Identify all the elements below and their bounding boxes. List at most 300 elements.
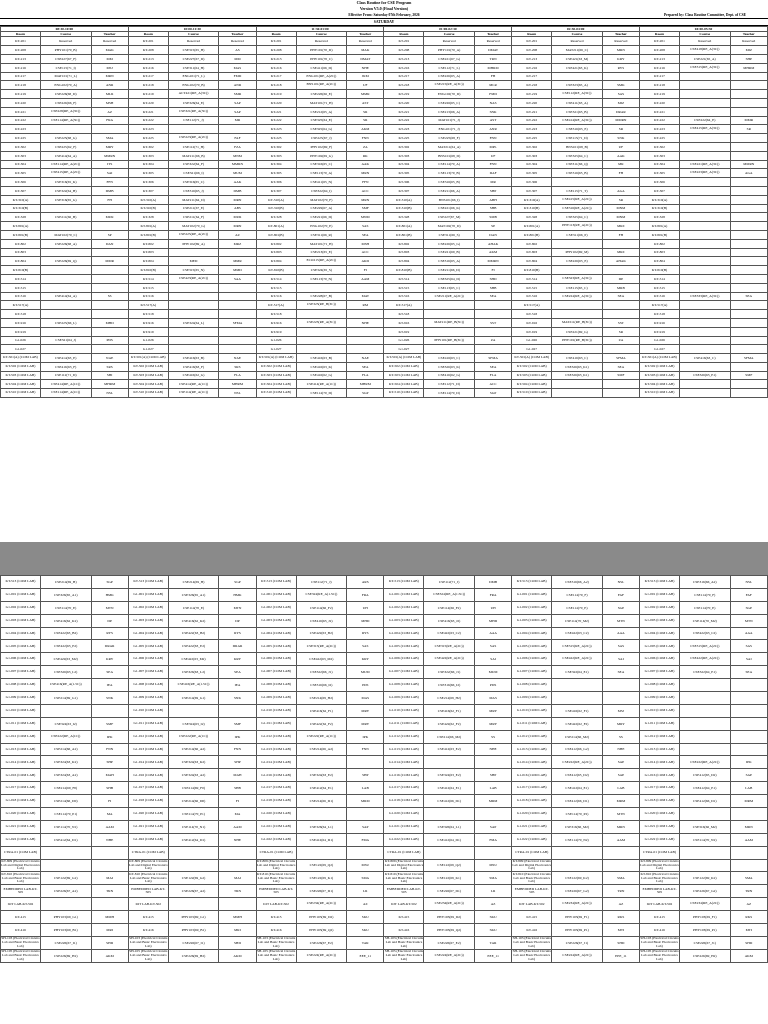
room-cell: KT-220 [256, 98, 296, 107]
course-cell: CSE112(71_L) [424, 63, 475, 72]
teacher-cell: ZA [474, 336, 511, 345]
document-title: Class Routine for CSE Program [356, 0, 412, 5]
teacher-cell: MUR [219, 213, 256, 222]
course-cell [679, 204, 730, 213]
course-cell: CSE412(64_E1) [680, 782, 731, 795]
course-cell [679, 72, 730, 81]
teacher-cell: MSH [347, 239, 384, 248]
room-cell: KT-919 [1, 327, 41, 336]
teacher-cell: SGP [730, 601, 767, 614]
course-cell: Reserved [424, 37, 475, 46]
room-cell: KT-220 [1, 98, 41, 107]
teacher-cell: MRM [474, 795, 511, 808]
teacher-cell: DMB [219, 186, 256, 195]
teacher-cell: NHE [347, 318, 384, 327]
routine-row [1, 178, 768, 187]
teacher-cell [474, 327, 511, 336]
course-cell: CSE224(RE_A(3C)) [552, 292, 603, 301]
routine-row [1, 134, 768, 143]
room-cell: KT-804 [640, 257, 680, 266]
room-cell: G1-008 (COM LAB) [1, 679, 41, 692]
room-cell: G1-018 (COM LAB) [1, 795, 41, 808]
room-cell: KT-310(A) [256, 195, 296, 204]
course-cell: CSE223(RE_A(2C)) [168, 134, 219, 143]
teacher-cell: TRN [730, 885, 767, 898]
teacher-cell: FH [474, 72, 511, 81]
room-cell: KT-216 [512, 63, 552, 72]
course-cell: PHY103(69_G1) [40, 911, 91, 924]
course-cell: CSE324(63_E2) [296, 769, 347, 782]
course-cell [424, 345, 475, 354]
room-cell: G1-001 (COM LAB) [1, 588, 41, 601]
room-cell: KT-504 (COM LAB) [128, 380, 168, 389]
course-cell: CSE316(65_K) [40, 178, 91, 187]
room-cell: KT-213 [128, 55, 168, 64]
course-cell: CSE316(65_E) [552, 125, 603, 134]
room-cell: KT-513 (COM LAB) [384, 576, 424, 589]
teacher-cell: KRY [219, 653, 256, 666]
course-cell: BNS101(68_D) [424, 151, 475, 160]
course-cell: CSE416(RE_A(1.5C)) [168, 679, 219, 692]
teacher-cell: SS [602, 730, 639, 743]
course-cell: CSE421(63_M) [552, 55, 603, 64]
course-cell [424, 846, 475, 859]
teacher-cell: MNM [602, 204, 639, 213]
teacher-cell: SMA [602, 872, 639, 885]
course-cell: CSE112(71_D) [40, 371, 91, 380]
teacher-cell [602, 380, 639, 389]
room-cell: KT-514 [640, 274, 680, 283]
course-cell: PHY103(69_B1) [40, 924, 91, 937]
teacher-cell: IPK [347, 730, 384, 743]
teacher-cell: MMR [219, 257, 256, 266]
course-cell: CSE214(69_H) [40, 576, 91, 589]
room-cell: KT-514 [128, 274, 168, 283]
room-cell: KT-328 [384, 213, 424, 222]
room-cell: KT-809 (Electrical Circuits Lab and Digital Electronics Lab) [640, 859, 679, 871]
teacher-cell: AAA [730, 627, 767, 640]
room-cell: SH-105 (Electrical Circuits Lab and Basic Electronics Lab) [129, 949, 168, 961]
course-cell [552, 679, 603, 692]
routine-row [1, 310, 768, 319]
teacher-cell: MMRN [602, 116, 639, 125]
routine-row [1, 292, 768, 301]
room-cell: KT-222 [384, 116, 424, 125]
teacher-cell [602, 389, 639, 398]
course-cell: CSE211(67_E) [168, 204, 219, 213]
room-cell: KT-218 [512, 81, 552, 90]
room-cell: G1-022 (COM LAB) [256, 833, 296, 846]
room-cell: G1-014 (COM LAB) [1, 756, 41, 769]
teacher-cell: ZA [347, 142, 384, 151]
teacher-cell [730, 230, 767, 239]
teacher-cell: SEA [474, 292, 511, 301]
course-cell: CSE214(69_F0) [40, 782, 91, 795]
room-cell: KT-803 [1, 248, 41, 257]
course-cell [168, 898, 219, 911]
course-cell: CSE114(70_A) [424, 160, 475, 169]
teacher-cell: MA [91, 808, 128, 821]
time-slot-header: 01:00-02:30 [384, 27, 512, 32]
teacher-cell: SHD [474, 274, 511, 283]
teacher-cell: AHAK [474, 239, 511, 248]
course-cell: MAT101(71_H) [296, 98, 347, 107]
teacher-cell: SAS [602, 640, 639, 653]
teacher-cell: AAM [602, 833, 639, 846]
teacher-cell: SEA [730, 292, 767, 301]
teacher-cell: ARS [347, 576, 384, 589]
routine-row [1, 336, 768, 345]
teacher-cell: MRN [219, 222, 256, 231]
room-cell: KT-218 [640, 81, 680, 90]
room-cell: G1-005 (COM LAB) [512, 640, 552, 653]
room-cell: KT-306 [1, 178, 41, 187]
teacher-cell: FZA [219, 142, 256, 151]
room-cell: G1-014 (COM LAB) [256, 756, 296, 769]
room-cell: G1-026 [1, 336, 41, 345]
course-cell [552, 310, 603, 319]
course-cell: CSE416(63_C) [552, 354, 603, 363]
course-cell: CSE412(66_D1) [552, 795, 603, 808]
course-cell: CSE112(71_J) [424, 576, 475, 589]
course-cell [679, 389, 730, 398]
course-cell [552, 239, 603, 248]
course-cell: CSE316(66_A2) [552, 576, 603, 589]
room-cell: KT-222 [512, 116, 552, 125]
course-cell [679, 107, 730, 116]
course-cell: CSE316(65_C) [296, 160, 347, 169]
room-cell: G1-016 (COM LAB) [640, 769, 680, 782]
teacher-cell: SMR [219, 90, 256, 99]
room-cell: CTRA-01 (COM LAB) [1, 846, 41, 859]
teacher-cell: ACC [347, 186, 384, 195]
routine-row [1, 389, 768, 398]
routine-row [1, 55, 768, 64]
teacher-cell: MAH [91, 769, 128, 782]
room-cell: SH-103 (Electrical Circuits Lab and Basic Electronics Lab) [129, 936, 168, 948]
teacher-cell: SFMA [474, 354, 511, 363]
routine-row [1, 116, 768, 125]
course-cell: CSE416(63_J2) [424, 614, 475, 627]
room-cell: G1-005 (COM LAB) [128, 640, 168, 653]
room-cell: KT-504 (COM LAB) [1, 380, 41, 389]
teacher-cell: SAP [219, 107, 256, 116]
course-cell: CSE415(RE_A(2C)) [552, 195, 603, 204]
room-cell: KT-810(B) [512, 266, 552, 275]
teacher-cell [91, 222, 128, 231]
course-cell: CSE326(63_E1) [679, 371, 730, 380]
course-cell: CSE211(66_D) [424, 266, 475, 275]
room-cell: G1-001 (COM LAB) [640, 588, 680, 601]
course-cell: CSE226(65_A) [424, 72, 475, 81]
teacher-cell [730, 389, 767, 398]
room-cell: SH-103 (Electrical Circuits Lab and Basic Electronics Lab) [384, 936, 424, 948]
teacher-cell [730, 679, 767, 692]
routine-row [1, 222, 768, 231]
routine-row [1, 949, 768, 962]
course-cell [424, 310, 475, 319]
course-cell [680, 692, 731, 705]
teacher-cell: NHE [602, 743, 639, 756]
teacher-cell [730, 257, 767, 266]
teacher-cell: ANR [219, 81, 256, 90]
course-cell: CSE416(62_G) [424, 371, 475, 380]
course-cell: CSE323(65_A) [552, 81, 603, 90]
room-cell: KT-514 [512, 274, 552, 283]
room-cell: KT-810 (Electrical Circuits Lab and Basic Electronics Lab) [257, 872, 296, 884]
teacher-cell: MHRM [219, 380, 256, 389]
teacher-cell: KRY [91, 653, 128, 666]
teacher-cell: SAS [474, 640, 511, 653]
course-cell: CSE316(65_B) [552, 169, 603, 178]
course-cell: CSE322(66_J1) [296, 666, 347, 679]
room-cell: KT-218 [384, 81, 424, 90]
course-cell: CSE114(70_F) [552, 588, 603, 601]
routine-row [1, 195, 768, 204]
course-cell: CSE316(65_A) [424, 257, 475, 266]
room-cell: SH-103 (Electrical Circuits Lab and Basic Electronics Lab) [256, 936, 296, 948]
course-cell: CSE311(64_H) [168, 63, 219, 72]
course-cell: CSE422(63_C2) [680, 627, 731, 640]
course-cell: CSE114(70_E) [552, 601, 603, 614]
teacher-cell: SKU [347, 924, 384, 937]
teacher-cell: AST [347, 98, 384, 107]
routine-row [1, 588, 768, 601]
course-cell: CSE422(63_B2) [168, 627, 219, 640]
teacher-cell: MRI [91, 924, 128, 937]
teacher-cell: LAB [730, 782, 767, 795]
room-cell: G1-018 (COM LAB) [128, 795, 168, 808]
course-cell: CSE324(64_L) [168, 318, 219, 327]
course-cell: CSE225(RE_A(2C)) [168, 230, 219, 239]
course-cell [679, 186, 730, 195]
teacher-cell: FH [602, 230, 639, 239]
course-cell: CSE122(69_K1) [296, 872, 347, 885]
room-cell: G1-020 (COM LAB) [128, 808, 168, 821]
room-cell: KT-415 [512, 911, 552, 924]
room-cell: G1-014 (COM LAB) [384, 756, 424, 769]
teacher-cell: SMF [91, 717, 128, 730]
room-cell: KT-916 [384, 318, 424, 327]
room-cell: KT-919 [256, 327, 296, 336]
room-cell: G1-018 (COM LAB) [512, 795, 552, 808]
room-cell: KT-919 [640, 327, 680, 336]
course-cell: CSE114(RE_A(1C)) [168, 389, 219, 398]
room-cell: KT-501(A) (COM LAB) [256, 354, 296, 363]
teacher-cell: SGP [347, 389, 384, 398]
teacher-cell: UF [602, 142, 639, 151]
teacher-cell [91, 204, 128, 213]
course-cell [679, 248, 730, 257]
course-cell: PHY103(69_Q2) [424, 924, 475, 937]
routine-row [1, 81, 768, 90]
room-cell: KT-514 [1, 274, 41, 283]
teacher-cell [219, 310, 256, 319]
course-cell: PHY103(69_P1) [680, 924, 731, 937]
teacher-cell [474, 846, 511, 859]
room-cell: KT-201 [256, 37, 296, 46]
routine-body-2 [1, 576, 768, 963]
room-cell: KT-416 [128, 924, 168, 937]
course-cell: CSE325(64_E) [296, 116, 347, 125]
course-cell: CSE114(70_N1) [168, 820, 219, 833]
room-cell: KT-802 [384, 239, 424, 248]
room-cell: KT-208 [256, 46, 296, 55]
column-header: Room [640, 32, 680, 37]
course-cell: CSE414(64_A) [40, 151, 91, 160]
course-cell: BNS101(68_B) [552, 142, 603, 151]
teacher-cell [219, 327, 256, 336]
teacher-cell: IEA [91, 679, 128, 692]
room-cell: KT-510 (COM LAB) [640, 389, 680, 398]
routine-row [1, 717, 768, 730]
teacher-cell: MIZ [602, 98, 639, 107]
routine-row [1, 653, 768, 666]
teacher-cell [219, 301, 256, 310]
teacher-cell: SAP [602, 756, 639, 769]
course-cell: PHY103(69_D2) [296, 911, 347, 924]
teacher-cell [347, 846, 384, 859]
course-cell: CSE222(RE_A(2C)) [680, 756, 731, 769]
column-header: Room [128, 32, 168, 37]
room-cell: KT-225 [384, 134, 424, 143]
course-cell [679, 98, 730, 107]
teacher-cell: EEE_11 [602, 949, 639, 962]
room-cell: KT-305 [256, 169, 296, 178]
course-cell: CSE227(67_F) [40, 55, 91, 64]
room-cell: KT-501(A) (COM LAB) [1, 354, 41, 363]
course-cell: CSE333(RE_A(3C)) [679, 292, 730, 301]
course-cell: CSE114(70_N1) [40, 820, 91, 833]
routine-row [1, 98, 768, 107]
room-cell: G1-003 (COM LAB) [256, 614, 296, 627]
course-cell: CSE325(64_D) [424, 274, 475, 283]
course-cell: CSE422(63_C2) [424, 627, 475, 640]
room-cell: IOT LAB-KT-502 [1, 898, 41, 911]
course-cell: CSE226(67_D1) [296, 885, 347, 898]
room-cell: KT-510 (COM LAB) [1, 389, 41, 398]
room-cell: SH-103 (Electrical Circuits Lab and Basic Electronics Lab) [640, 936, 679, 948]
room-cell: G1-004 (COM LAB) [384, 627, 424, 640]
course-cell: PHY103(69_B1) [168, 924, 219, 937]
room-cell: KT-802 [128, 239, 168, 248]
teacher-cell: FI [347, 266, 384, 275]
room-cell: G1-001 (COM LAB) [128, 588, 168, 601]
time-slot-header: 10:00-11:30 [128, 27, 256, 32]
room-cell: KT-305 [640, 169, 680, 178]
room-cell: G1-004 (COM LAB) [1, 627, 41, 640]
room-cell: KT-220 [640, 98, 680, 107]
teacher-cell: AKM [474, 248, 511, 257]
course-cell: ACT421(RE_A(3C)) [168, 90, 219, 99]
teacher-cell: NAE [347, 354, 384, 363]
course-cell: CSE316(66_M2) [680, 820, 731, 833]
course-cell: CSE414(RE_A(3C)) [552, 116, 603, 125]
teacher-cell: SRS [219, 362, 256, 371]
course-cell: CSE326(64_L1) [424, 820, 475, 833]
room-cell: KT-517(A) [512, 301, 552, 310]
room-cell: KT-310(B) [384, 204, 424, 213]
routine-row [1, 380, 768, 389]
routine-row [1, 301, 768, 310]
course-cell: CSE322(64_I) [296, 186, 347, 195]
room-cell: KT-504 (COM LAB) [640, 380, 680, 389]
routine-row [1, 743, 768, 756]
routine-row [1, 345, 768, 354]
teacher-cell: MRZ [602, 248, 639, 257]
teacher-cell: FH [602, 169, 639, 178]
teacher-cell: MHD [91, 318, 128, 327]
routine-table-2 [0, 575, 768, 963]
room-cell: KT-303 [512, 151, 552, 160]
room-cell: KT-219 [384, 90, 424, 99]
room-cell: G1-001 (COM LAB) [384, 588, 424, 601]
room-cell: G1-011 (COM LAB) [1, 717, 41, 730]
course-cell: CSE316(66_M2) [552, 820, 603, 833]
teacher-cell: SEA [91, 666, 128, 679]
course-cell: CSE211(RE_A(2C)) [424, 292, 475, 301]
course-cell [40, 283, 91, 292]
room-cell: KT-306 [128, 178, 168, 187]
room-cell: G1-013 (COM LAB) [640, 743, 680, 756]
course-cell: CSE324(63_I2) [168, 717, 219, 730]
teacher-cell [219, 336, 256, 345]
room-cell: G1-008 (COM LAB) [256, 679, 296, 692]
teacher-cell: SHD [602, 936, 639, 949]
routine-row [1, 576, 768, 589]
room-cell: KT-213 [384, 55, 424, 64]
room-cell: G1-007 (COM LAB) [1, 666, 41, 679]
room-cell: KT-219 [1, 90, 41, 99]
course-cell: CSE321(65_B) [552, 107, 603, 116]
teacher-cell: MHRM [91, 380, 128, 389]
room-cell: G1-014 (COM LAB) [640, 756, 680, 769]
room-cell: EMBEDDED LAB-KT-505 [1, 885, 41, 898]
course-cell: CSE223(RE_A(3C)) [296, 318, 347, 327]
course-cell: CSE316(66_I2) [296, 679, 347, 692]
teacher-cell: MMRN [474, 257, 511, 266]
course-cell: CSE226(67_I1) [40, 936, 91, 949]
teacher-cell [91, 327, 128, 336]
teacher-cell: RYS [219, 627, 256, 640]
room-cell: KT-304 [1, 160, 41, 169]
course-cell: CSE114(70_D) [424, 389, 475, 398]
room-cell: G1-001 (COM LAB) [512, 588, 552, 601]
room-cell: KT-208 [1, 46, 41, 55]
room-cell: KT-513 (COM LAB) [256, 576, 296, 589]
room-cell: KT-328 [1, 213, 41, 222]
room-cell: IOT LAB-KT-502 [512, 898, 552, 911]
room-cell: KT-510 (COM LAB) [256, 389, 296, 398]
teacher-cell: SEA [219, 666, 256, 679]
teacher-cell: MRN [347, 195, 384, 204]
routine-row [1, 230, 768, 239]
course-cell: CSE114(70_E) [40, 601, 91, 614]
room-cell: KT-804 [384, 257, 424, 266]
course-cell: CSE221(65_A) [679, 55, 730, 64]
course-cell: ECO215(RE_A(2C)) [296, 257, 347, 266]
course-cell: CSE221(67_G) [424, 55, 475, 64]
room-cell: KT-801(A) [256, 222, 296, 231]
teacher-cell: MRZ [219, 239, 256, 248]
course-cell: CSE226(67_E2) [424, 936, 475, 949]
course-cell: CSE416(63_C) [679, 354, 730, 363]
routine-row [1, 885, 768, 898]
routine-row [1, 872, 768, 885]
room-cell: KT-916 [1, 318, 41, 327]
teacher-cell: SMB [474, 213, 511, 222]
teacher-cell: MR [602, 160, 639, 169]
